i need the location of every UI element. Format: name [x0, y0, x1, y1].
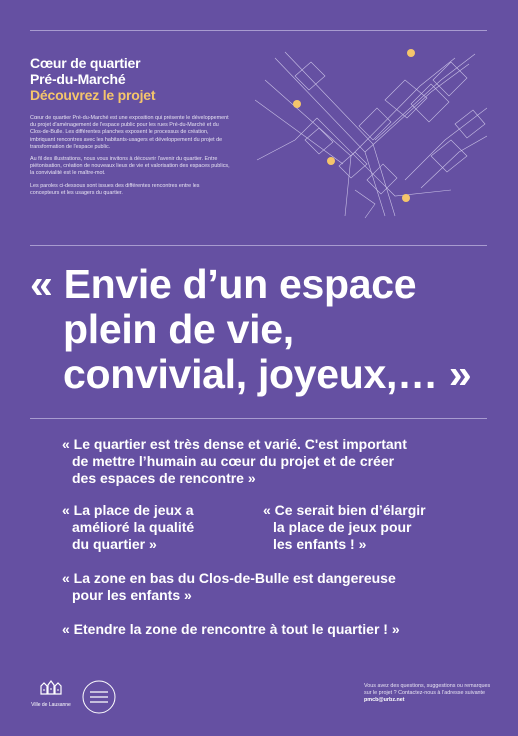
quote-3: [263, 502, 426, 553]
map-marker: [293, 100, 301, 108]
page-title-line1: Cœur de quartier: [30, 55, 141, 71]
main-quote-line3: convivial, joyeux,… »: [63, 351, 472, 397]
intro-paragraph-1: Cœur de quartier Pré-du-Marché est une exposition qui présente le développement du projet d'aménagement de l'espace public pour les rues Pré-du-Marché et du Clos-de-Bulle. Les différentes planches exposent le processus de création, imbriquant rencontres avec les habitants-usagers et développement du projet de transformation de l'espace public.: [30, 115, 229, 150]
quote-4-line: pour les enfants »: [72, 587, 192, 603]
contact-email[interactable]: pmcb@urbz.net: [364, 697, 405, 704]
main-quote: [30, 262, 500, 397]
title-block: [30, 55, 230, 103]
main-quote-line2: plein de vie,: [63, 306, 294, 352]
quote-1-line: des espaces de rencontre »: [72, 470, 256, 486]
quote-4: [62, 570, 396, 604]
quote-4-line: « La zone en bas du Clos-de-Bulle est dangereuse: [62, 570, 396, 586]
lausanne-logo: [30, 680, 72, 708]
partner-logo-icon: [82, 680, 116, 714]
intro-paragraph-3: Les paroles ci-dessous sont issues des différentes rencontres entre les concepteurs et les usagers du quartier.: [30, 182, 200, 196]
intro-paragraph-2: Au fil des illustrations, nous vous invitons à découvrir l'avenir du quartier. Entre piétonisation, création de nouveaux lieux de vie et valorisation des espaces publics, la convivialité est le maître-mot.: [30, 156, 230, 177]
quote-3-line: les enfants ! »: [273, 536, 367, 552]
map-marker: [402, 194, 410, 202]
lausanne-crest-icon: [39, 680, 63, 696]
contact-text: Vous avez des questions, suggestions ou remarques sur le projet ? Contactez-nous à l’adresse suivante: [364, 683, 491, 697]
quote-3-line: la place de jeux pour: [273, 519, 412, 535]
contact-info: [364, 683, 494, 705]
map-markers: [255, 40, 487, 220]
quote-2: [62, 502, 194, 553]
quote-5: [62, 621, 400, 638]
map-marker: [327, 157, 335, 165]
quote-2-line: « La place de jeux a: [62, 502, 194, 518]
top-rule: [30, 30, 487, 31]
quote-1: [62, 436, 407, 487]
quote-1-line: « Le quartier est très dense et varié. C'est important: [62, 436, 407, 452]
quote-5-line: « Etendre la zone de rencontre à tout le quartier ! »: [62, 621, 400, 637]
page-title-line2: Pré-du-Marché: [30, 71, 126, 87]
quote-2-line: amélioré la qualité: [72, 519, 195, 535]
quotes-rule: [30, 418, 487, 419]
quote-2-line: du quartier »: [72, 536, 157, 552]
logo-caption: Ville de Lausanne: [31, 702, 71, 708]
main-quote-line1: « Envie d’un espace: [30, 261, 417, 307]
intro-text: [30, 115, 230, 202]
page-subtitle: Découvrez le projet: [30, 87, 156, 103]
map-marker: [407, 49, 415, 57]
quote-1-line: de mettre l’humain au cœur du projet et de créer: [72, 453, 395, 469]
middle-rule: [30, 245, 487, 246]
quote-3-line: « Ce serait bien d’élargir: [263, 502, 426, 518]
